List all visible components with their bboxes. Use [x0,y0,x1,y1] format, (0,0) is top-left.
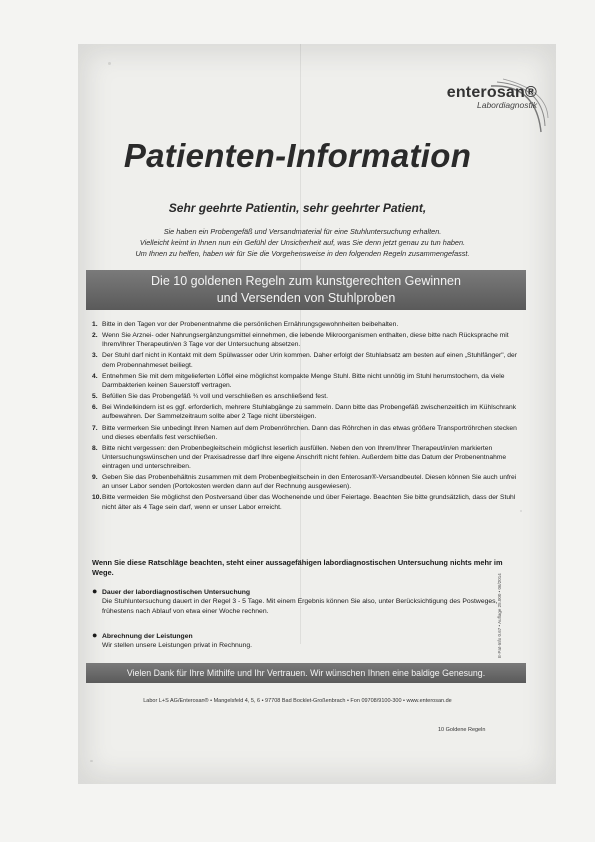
rule-item [92,351,517,369]
rule-number: 2. [92,332,98,340]
rule-text: Bitte vermerken Sie unbedingt Ihren Namen auf dem Probenröhrchen. Dann das Röhrchen in das etwas größere Transportröhrchen stecken und dieses ebenfalls fest verschließen. [102,424,517,441]
info-billing-heading: Abrechnung der Leistungen [102,633,193,640]
rule-item [92,331,517,349]
bullet-icon: ● [92,586,98,596]
rule-text: Entnehmen Sie mit dem mitgelieferten Löffel eine möglichst kompakte Menge Stuhl. Bitte nicht unnötig im Stuhl herumstochern, da viele Darmbakterien keinen Sauerstoff vertragen. [102,372,505,389]
summary-text: Wenn Sie diese Ratschläge beachten, steht einer aussagefähigen labordiagnostischen Untersuchung nichts mehr im Wege. [92,558,503,577]
rule-item [92,473,517,491]
rules-banner-line: Die 10 goldenen Regeln zum kunstgerechten Gewinnen [151,274,461,288]
info-duration-heading: Dauer der labordiagnostischen Untersuchung [102,589,251,596]
info-duration-body: Die Stuhluntersuchung dauert in der Regel 3 - 5 Tage. Mit einem Ergebnis können Sie also, unter Berücksichtigung des Postweges, frühestens nach Ablauf von etwa einer Woche rechnen. [102,598,498,615]
rule-number: 10. [92,494,102,502]
intro-line: Vielleicht keimt in Ihnen nun ein Gefühl der Unsicherheit auf, was Sie denn jetzt genau zu tun haben. [139,238,466,247]
rule-item [92,320,517,329]
info-billing [92,632,517,651]
rule-item [92,493,517,511]
rule-text: Geben Sie das Probenbehältnis zusammen mit dem Probenbegleitschein in den Enterosan®-Versandbeutel. Diesen können Sie auch unfrei an unser Labor senden (Portokosten werden dann auf der Rechnung ausgewiesen). [102,474,517,491]
rules-list [92,320,517,514]
intro-line: Um Ihnen zu helfen, haben wir für Sie die Vorgehensweise in den folgenden Regeln zusammengefasst. [135,249,470,258]
rule-number: 3. [92,352,98,360]
info-duration [92,588,517,616]
bullet-icon: ● [92,630,98,640]
rules-banner [86,270,526,310]
enterosan-logo [447,84,537,110]
rule-text: Bitte vermeiden Sie möglichst den Postversand über das Wochenende und über Feiertage. Beachten Sie bitte grundsätzlich, dass der Stuhl nicht älter als 4 Tage sein darf, wenn er unser Labor erreicht. [102,494,516,511]
rule-text: Bitte in den Tagen vor der Probenentnahme die persönlichen Ernährungsgewohnheiten beibehalten. [102,321,399,328]
rules-banner-line: und Versenden von Stuhlproben [216,291,396,305]
corner-label: 10 Goldene Regeln [438,727,486,733]
footer-address: Labor L+S AG/Enterosan® • Mangelsfeld 4, 5, 6 • 97708 Bad Bocklet-Großenbrach • Fon 09708/9100-300 • www.enterosan.de [143,698,452,704]
rule-number: 6. [92,404,98,412]
print-reference: E-Pat-Info 0.67 • Auflage 25.000 • 06/2014 [497,573,502,658]
rule-text: Wenn Sie Arznei- oder Nahrungsergänzungsmittel einnehmen, die lebende Mikroorganismen enthalten, diese bitte nach Rücksprache mit Ihrem/Ihrer Therapeutin/en 3 Tage vor der Untersuchung absetzen. [102,332,509,349]
rule-number: 8. [92,444,98,452]
rule-item [92,444,517,471]
intro-line: Sie haben ein Probengefäß und Versandmaterial für eine Stuhluntersuchung erhalten. [163,227,442,236]
logo-subtitle: Labordiagnostik [476,100,537,110]
rule-number: 9. [92,474,98,482]
intro-text [80,226,525,259]
rule-number: 5. [92,393,98,401]
rule-item [92,424,517,442]
info-billing-body: Wir stellen unsere Leistungen privat in Rechnung. [102,642,252,650]
page-title: Patienten-Information [123,137,472,174]
rule-number: 4. [92,372,98,380]
rule-number: 1. [92,321,98,328]
thanks-banner: Vielen Dank für Ihre Mithilfe und Ihr Vertrauen. Wir wünschen Ihnen eine baldige Genesung. [86,663,526,683]
rule-number: 7. [92,424,98,432]
logo-name: enterosan® [446,84,537,101]
rule-text: Bei Windelkindern ist es ggf. erforderlich, mehrere Stuhlabgänge zu sammeln. Dann bitte das Probengefäß zwischenzeitlich im Kühlschrank aufbewahren. Der Sammelzeitraum sollte aber 2 Tage nicht übersteigen. [102,404,517,421]
rule-item [92,392,517,401]
rule-text: Befüllen Sie das Probengefäß ¾ voll und verschließen es anschließend fest. [102,393,329,401]
scan-speck [108,62,111,65]
scan-speck [90,760,93,762]
greeting: Sehr geehrte Patientin, sehr geehrter Patient, [168,201,427,215]
rule-text: Bitte nicht vergessen: den Probenbegleitschein möglichst leserlich ausfüllen. Neben den von Ihrem/Ihrer Therapeut/in/en markierten Untersuchungswünschen und der Praxisadresse darf Ihre eigene Anschrift nicht fehlen. Außerdem bitte das Datum der Probenentnahme eintragen und unterschreiben. [102,444,507,470]
rule-item [92,403,517,421]
scan-speck [520,510,522,512]
rule-item [92,372,517,390]
rule-text: Der Stuhl darf nicht in Kontakt mit dem Spülwasser oder Urin kommen. Daher erfolgt der Stuhlabsatz am besten auf einen „Stuhlfänger", der dem Probennahmeset beiliegt. [102,352,517,369]
